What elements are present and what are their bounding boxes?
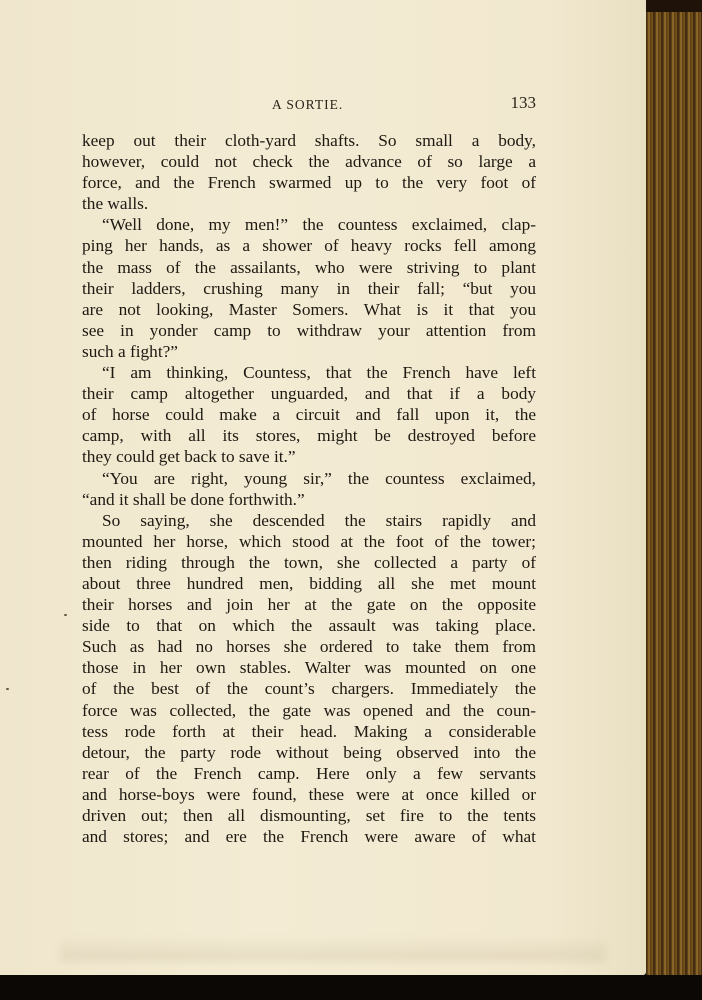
- running-title: A SORTIE.: [272, 97, 344, 112]
- cover-bottom: [0, 975, 702, 1000]
- text-line: and horse-boys were found, these were at once killed or: [82, 784, 536, 804]
- text-line: of the best of the count’s chargers. Immediately the: [82, 679, 536, 699]
- stray-ink-mark: [64, 614, 67, 616]
- text-line: are not looking, Master Somers. What is it that you: [82, 299, 536, 319]
- text-line: the mass of the assailants, who were striving to plant: [82, 257, 536, 277]
- text-line: of horse could make a circuit and fall upon it, the: [82, 405, 536, 425]
- text-line: “I am thinking, Countess, that the French have left: [102, 363, 536, 383]
- text-line: the walls.: [82, 194, 149, 214]
- text-line: “Well done, my men!” the countess exclaimed, clap-: [102, 215, 536, 235]
- text-line: detour, the party rode without being observed into the: [82, 742, 536, 762]
- stray-ink-mark: [6, 688, 9, 690]
- text-line: such a fight?”: [82, 341, 178, 361]
- text-line: So saying, she descended the stairs rapidly and: [102, 510, 536, 530]
- text-line: “You are right, young sir,” the countess exclaimed,: [102, 468, 536, 488]
- text-line: side to that on which the assault was taking place.: [82, 616, 536, 636]
- text-line: force, and the French swarmed up to the very foot of: [82, 173, 536, 193]
- text-line: keep out their cloth-yard shafts. So small a body,: [82, 131, 536, 150]
- text-line: they could get back to save it.”: [82, 447, 296, 467]
- text-line: those in her own stables. Walter was mounted on one: [82, 658, 536, 678]
- text-line: and stores; and ere the French were aware of what: [82, 827, 536, 847]
- text-line: tess rode forth at their head. Making a considerable: [82, 721, 536, 741]
- text-line: mounted her horse, which stood at the foot of the tower;: [82, 531, 536, 551]
- text-line: Such as had no horses she ordered to take them from: [82, 637, 536, 657]
- text-line: about three hundred men, bidding all she met mount: [82, 573, 536, 593]
- text-line: rear of the French camp. Here only a few servants: [82, 763, 536, 783]
- text-line: their camp altogether unguarded, and that if a body: [82, 384, 536, 404]
- text-line: “and it shall be done forthwith.”: [82, 489, 305, 509]
- text-line: driven out; then all dismounting, set fire to the tents: [82, 806, 536, 825]
- text-line: see in yonder camp to withdraw your attention from: [82, 320, 536, 340]
- page-number: 133: [510, 93, 536, 112]
- text-line: their horses and join her at the gate on the opposite: [82, 595, 536, 615]
- text-line: then riding through the town, she collected a party of: [82, 552, 536, 572]
- page-header: [82, 92, 536, 116]
- text-line: ping her hands, as a shower of heavy rocks fell among: [82, 236, 536, 256]
- text-line: their ladders, crushing many in their fall; “but you: [82, 278, 536, 298]
- text-line: however, could not check the advance of so large a: [82, 152, 536, 172]
- text-line: camp, with all its stores, might be destroyed before: [82, 426, 536, 446]
- body-text: [82, 130, 536, 847]
- cover-top: [646, 0, 702, 12]
- text-line: force was collected, the gate was opened and the coun-: [82, 700, 536, 720]
- page-block-edge: [646, 0, 702, 1000]
